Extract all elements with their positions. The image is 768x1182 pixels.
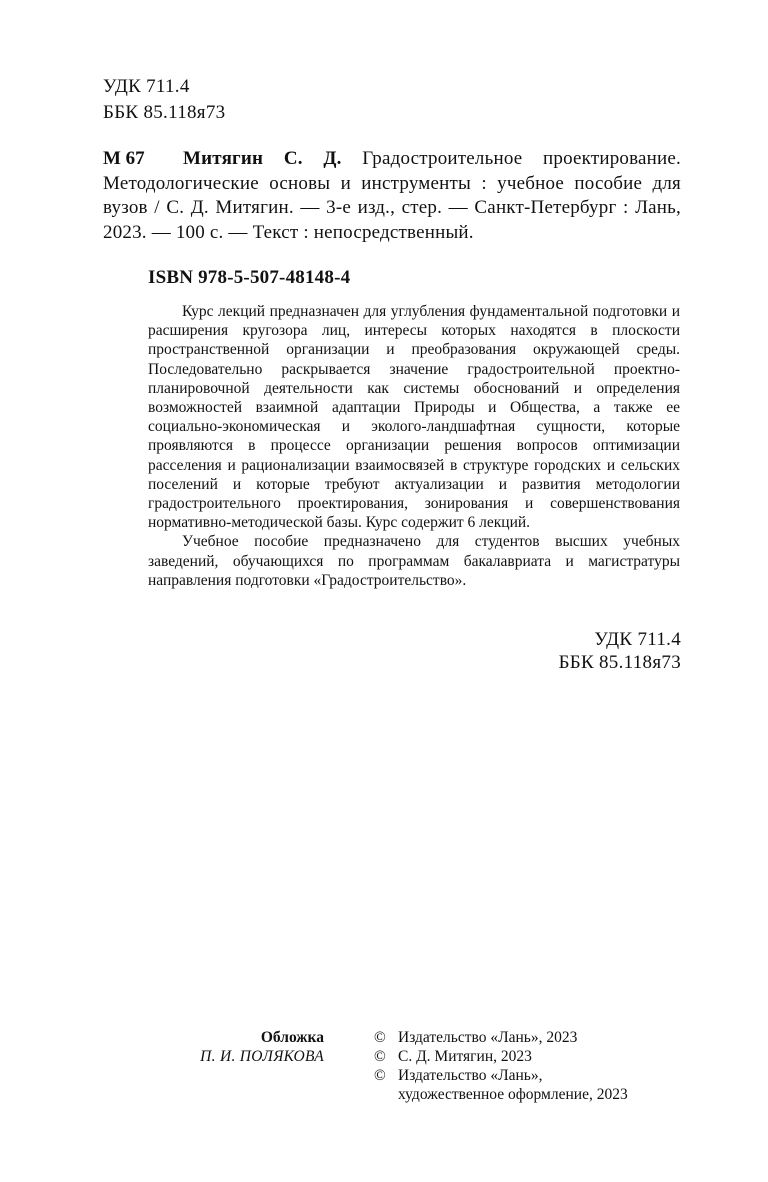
copyright-notices	[374, 1028, 694, 1104]
title-and-details: Градостроительное проектирование. Методологические основы и инструменты : учебное пособие для вузов / С. Д. Митягин. — 3-е изд., стер. — Санкт-Петербург : Лань, 2023. — 100 с. — Текст : непосредственный.	[103, 148, 681, 243]
annotation-paragraph: Учебное пособие предназначено для студентов высших учебных заведений, обучающихся по программам бакалавриата и магистратуры направления подготовки «Градостроительство».	[148, 533, 680, 589]
copyright-icon: ©	[374, 1048, 386, 1065]
copyright-item	[374, 1028, 694, 1047]
cover-credit	[140, 1028, 324, 1066]
copyright-icon: ©	[374, 1067, 386, 1084]
copyright-icon: ©	[374, 1029, 386, 1046]
udk-code: УДК 711.4	[103, 76, 190, 97]
bibliographic-description	[103, 147, 681, 245]
annotation-paragraph: Курс лекций предназначен для углубления фундаментальной подготовки и расширения кругозора лиц, интересы которых находятся в плоскости пространственной организации и преобразования окружающей среды. Последовательно раскрывается значение градостроительной проектно-планировочной деятельности как системы обоснований и определения возможностей взаимной адаптации Природы и Общества, а также ее социально-экономическая и эколого-ландшафтная сущности, которые проявляются в процессе организации решения вопросов оптимизации расселения и рационализации взаимосвязей в структуре городских и сельских поселений и которые требуют актуализации и развития методологии градостроительного проектирования, зонирования и совершенствования нормативно-методической базы. Курс содержит 6 лекций.	[148, 303, 680, 532]
copyright-text: С. Д. Митягин, 2023	[398, 1048, 532, 1065]
annotation	[148, 302, 680, 590]
cover-label: Обложка	[260, 1029, 324, 1046]
isbn-number: ISBN 978-5-507-48148-4	[148, 267, 351, 288]
copyright-text: Издательство «Лань», 2023	[398, 1029, 578, 1046]
author-name: Митягин С. Д.	[183, 148, 342, 169]
bbk-code: ББК 85.118я73	[558, 652, 681, 673]
cover-designer-name: П. И. ПОЛЯКОВА	[200, 1048, 324, 1065]
copyright-text: художественное оформление, 2023	[398, 1086, 628, 1103]
copyright-item	[374, 1066, 694, 1104]
author-mark-code: М 67	[103, 148, 145, 169]
copyright-text: Издательство «Лань»,	[398, 1067, 543, 1084]
copyright-item	[374, 1047, 694, 1066]
classification-codes-top	[103, 74, 225, 126]
bibliographic-record	[103, 147, 681, 245]
udk-code: УДК 711.4	[594, 629, 681, 650]
classification-codes-bottom	[480, 628, 681, 674]
bbk-code: ББК 85.118я73	[103, 102, 226, 123]
